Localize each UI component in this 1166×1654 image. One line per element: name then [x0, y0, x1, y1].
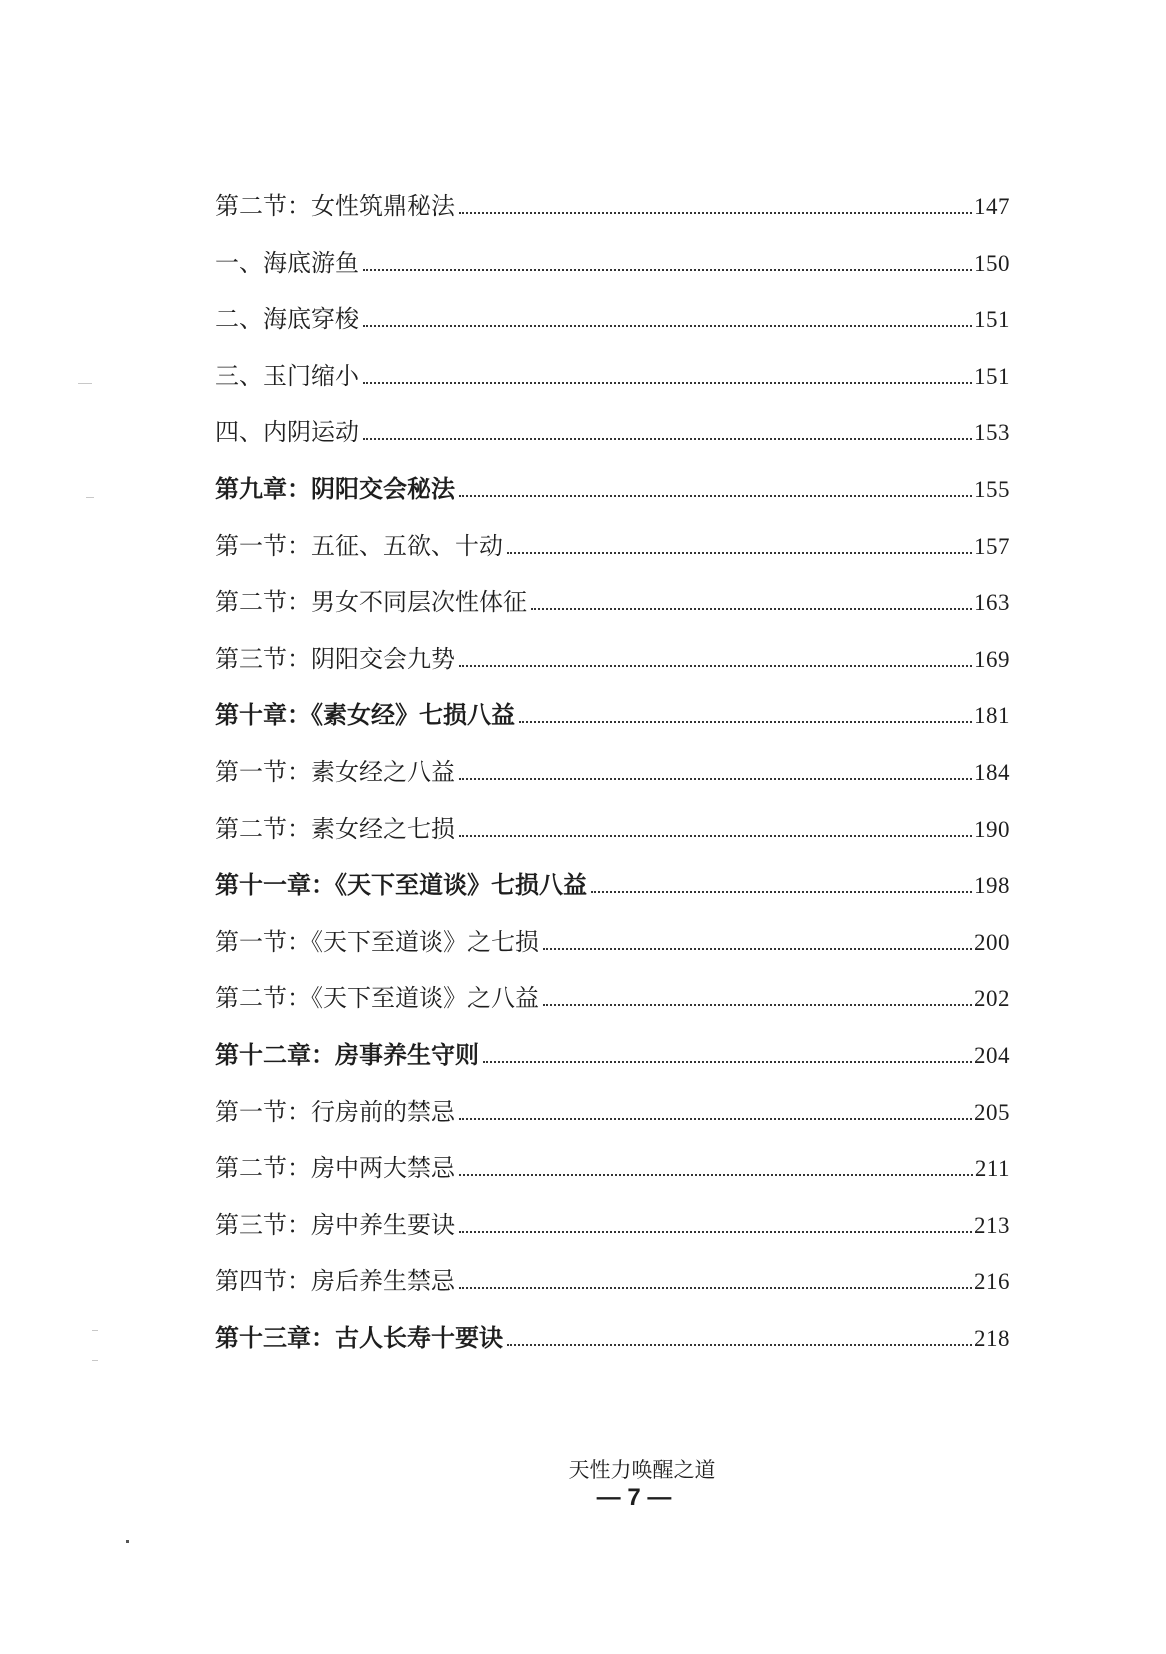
toc-entry-page-number: 155	[974, 476, 1010, 502]
footer-page-number: — 7 —	[596, 1484, 672, 1511]
toc-entry-page-number: 202	[974, 986, 1010, 1012]
toc-chapter-entry	[215, 461, 1010, 518]
toc-section-entry	[215, 1140, 1010, 1197]
toc-section-entry	[215, 574, 1010, 631]
toc-entry-title: 二、海底穿梭	[215, 305, 359, 334]
toc-section-entry	[215, 178, 1010, 235]
toc-entry-title: 第十三章：古人长寿十要诀	[215, 1322, 503, 1352]
toc-entry-title: 第二节：房中两大禁忌	[215, 1154, 455, 1183]
toc-entry-title: 第十一章：《天下至道谈》七损八益	[215, 870, 587, 900]
toc-section-entry	[215, 1197, 1010, 1254]
toc-chapter-entry	[215, 1310, 1010, 1367]
scan-mark	[92, 1360, 98, 1361]
toc-entry-title: 第二节：素女经之七损	[215, 814, 455, 843]
toc-entry-page-number: 190	[974, 816, 1010, 842]
toc-dot-leader	[543, 1004, 972, 1006]
toc-entry-page-number: 184	[974, 759, 1010, 785]
toc-entry-title: 第二节：女性筑鼎秘法	[215, 192, 455, 220]
toc-entry-title: 第二节：《天下至道谈》之八益	[215, 984, 539, 1013]
toc-dot-leader	[363, 325, 972, 327]
toc-section-entry	[215, 970, 1010, 1027]
toc-dot-leader	[531, 608, 972, 610]
toc-entry-title: 第一节：素女经之八益	[215, 757, 455, 786]
toc-dot-leader	[459, 1118, 972, 1120]
toc-section-entry	[215, 744, 1010, 801]
toc-chapter-entry	[215, 687, 1010, 744]
toc-entry-page-number: 157	[974, 533, 1010, 559]
toc-entry-page-number: 147	[974, 194, 1010, 219]
toc-entry-title: 三、玉门缩小	[215, 361, 359, 390]
toc-chapter-entry	[215, 857, 1010, 914]
toc-dot-leader	[591, 891, 972, 893]
scan-mark	[78, 383, 92, 384]
toc-section-entry	[215, 631, 1010, 688]
toc-section-entry	[215, 404, 1010, 461]
toc-entry-title: 第一节：行房前的禁忌	[215, 1097, 455, 1126]
toc-dot-leader	[459, 1287, 972, 1289]
toc-entry-page-number: 163	[974, 590, 1010, 616]
toc-dot-leader	[459, 665, 972, 667]
toc-dot-leader	[459, 212, 972, 214]
toc-dot-leader	[459, 1231, 972, 1233]
toc-dot-leader	[507, 552, 972, 554]
toc-dot-leader	[363, 269, 972, 271]
toc-section-entry	[215, 235, 1010, 292]
toc-dot-leader	[507, 1344, 972, 1346]
toc-entry-page-number: 205	[974, 1099, 1010, 1125]
toc-dot-leader	[459, 1174, 973, 1176]
toc-entry-page-number: 218	[974, 1325, 1010, 1351]
toc-entry-page-number: 181	[974, 703, 1010, 729]
toc-entry-title: 第一节：《天下至道谈》之七损	[215, 927, 539, 956]
toc-section-entry	[215, 518, 1010, 575]
scan-dot	[126, 1540, 129, 1543]
toc-entry-page-number: 211	[974, 1156, 1010, 1182]
toc-dot-leader	[459, 495, 972, 497]
table-of-contents	[215, 178, 1010, 1366]
toc-entry-page-number: 204	[974, 1042, 1010, 1068]
toc-entry-page-number: 169	[974, 646, 1010, 672]
toc-entry-page-number: 198	[974, 873, 1010, 899]
toc-entry-page-number: 153	[974, 420, 1010, 446]
toc-entry-title: 第三节：房中养生要诀	[215, 1210, 455, 1239]
toc-section-entry	[215, 348, 1010, 405]
toc-dot-leader	[363, 382, 972, 384]
toc-dot-leader	[363, 438, 972, 440]
scan-mark	[92, 1330, 98, 1331]
toc-entry-title: 第十章：《素女经》七损八益	[215, 700, 515, 730]
toc-section-entry	[215, 1084, 1010, 1141]
toc-section-entry	[215, 1253, 1010, 1310]
toc-dot-leader	[483, 1061, 972, 1063]
toc-dot-leader	[519, 721, 972, 723]
toc-entry-title: 第十二章：房事养生守则	[215, 1039, 479, 1069]
toc-entry-page-number: 213	[974, 1212, 1010, 1238]
toc-dot-leader	[543, 948, 972, 950]
toc-dot-leader	[459, 778, 972, 780]
toc-section-entry	[215, 801, 1010, 858]
toc-section-entry	[215, 291, 1010, 348]
toc-entry-page-number: 151	[974, 363, 1010, 389]
toc-entry-title: 四、内阴运动	[215, 418, 359, 447]
toc-chapter-entry	[215, 1027, 1010, 1084]
toc-dot-leader	[459, 835, 972, 837]
toc-entry-title: 第一节：五征、五欲、十动	[215, 531, 503, 560]
toc-entry-page-number: 150	[974, 250, 1010, 276]
toc-entry-title: 第四节：房后养生禁忌	[215, 1267, 455, 1296]
toc-entry-page-number: 151	[974, 307, 1010, 333]
toc-entry-page-number: 216	[974, 1269, 1010, 1295]
toc-entry-title: 一、海底游鱼	[215, 248, 359, 277]
footer-book-title: 天性力唤醒之道	[568, 1458, 716, 1482]
toc-entry-title: 第九章：阴阳交会秘法	[215, 473, 455, 503]
toc-entry-title: 第二节：男女不同层次性体征	[215, 588, 527, 617]
toc-entry-page-number: 200	[974, 929, 1010, 955]
toc-section-entry	[215, 914, 1010, 971]
toc-entry-title: 第三节：阴阳交会九势	[215, 644, 455, 673]
scan-mark	[86, 497, 94, 498]
